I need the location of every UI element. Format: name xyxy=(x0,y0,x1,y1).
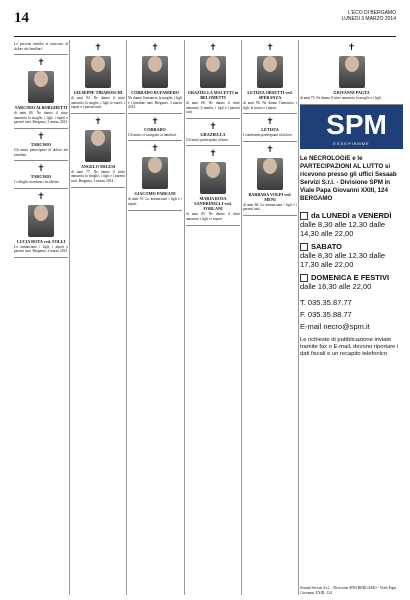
page-date: LUNEDÌ 3 MARZO 2014 xyxy=(341,16,396,22)
portrait-photo xyxy=(28,205,54,237)
cross-icon: ✝ xyxy=(347,42,356,52)
cross-icon: ✝ xyxy=(37,130,45,141)
notice-text: di anni 68. Ne danno il triste annuncio il marito, i figli e i parenti tutti. xyxy=(186,101,240,115)
notice-text: di anni 75. Ne danno il triste annuncio la moglie e i figli. xyxy=(300,96,382,100)
obituary-notice xyxy=(128,114,182,142)
notice-text: di anni 86. Lo annunciano i figli e i parenti tutti. xyxy=(243,202,297,212)
notice-column xyxy=(243,40,297,595)
obituary-notice xyxy=(186,40,240,119)
cross-icon: ✝ xyxy=(151,143,159,154)
portrait-photo xyxy=(200,162,226,194)
deceased-name: BARBARA VOLPI ved. MENI xyxy=(248,191,292,202)
obituary-notice xyxy=(14,40,68,55)
obituary-notice xyxy=(300,40,403,105)
cross-icon: ✝ xyxy=(37,190,45,201)
notice-text: Gli amici partecipano al lutto. xyxy=(186,137,230,142)
obituary-notice xyxy=(14,189,68,258)
deceased-name: TARCISIO xyxy=(30,174,52,180)
portrait-photo xyxy=(28,71,54,103)
obituary-notice xyxy=(14,129,68,161)
deceased-name: MARIA ROSA SANDRINELLI ved. FORLANI xyxy=(194,196,232,212)
spm-advertisement xyxy=(300,105,403,358)
obituary-notice xyxy=(128,141,182,210)
cross-icon: ✝ xyxy=(94,42,102,52)
obituary-notice xyxy=(71,40,125,114)
cross-icon: ✝ xyxy=(37,57,45,68)
fax-number: F. 035.35.88.77 xyxy=(300,309,352,319)
notice-text: Gli amici partecipano al dolore dei familiari. xyxy=(14,147,68,157)
deceased-name: LETIZIA ORSETTI ved. SPERANZA xyxy=(247,90,293,100)
deceased-name: TARCISIO xyxy=(30,141,52,147)
cross-icon: ✝ xyxy=(94,115,102,126)
checkbox-icon xyxy=(300,274,308,282)
deceased-name: CORRADO RUFARIEDO xyxy=(131,90,179,95)
portrait-photo xyxy=(85,56,111,88)
deceased-name: ANGELO MILESI xyxy=(80,163,116,169)
cross-icon: ✝ xyxy=(209,120,217,131)
ad-footer: Sesaab Servizi S.r.l. - Divisione SPM BERGAMO - Viale Papa Giovanni XXIII, 124 xyxy=(300,586,397,595)
notice-text: Le persone amiche si uniscono al dolore dei familiari. xyxy=(14,42,68,51)
deceased-name: GRAZIELLA MACETTI in BELOMETTI xyxy=(187,90,239,100)
notice-text: di anni 77. Ne danno il triste annuncio la moglie, i figli e i parenti tutti. Bergamo, 3 marzo 2014 xyxy=(71,169,125,183)
phone-number: T. 035.35.87.77 xyxy=(300,297,352,307)
checkbox-icon xyxy=(300,243,308,251)
cross-icon: ✝ xyxy=(37,163,45,174)
notice-column xyxy=(14,40,68,595)
notice-text: di anni 80. Ne danno il triste annuncio la moglie, i figli, i nipoti e parenti tutti. Bergamo, 3 marzo 2014 xyxy=(14,111,68,125)
checkbox-icon xyxy=(300,212,308,220)
deceased-name: LUCIA ROTA ved. FOLLI xyxy=(16,238,66,244)
notice-text: di anni 91. Lo annunciano i figli e i nipoti. xyxy=(128,197,182,206)
obituary-notice xyxy=(243,40,297,114)
cross-icon: ✝ xyxy=(209,148,217,159)
deceased-name: GRAZIELLA xyxy=(200,131,226,137)
cross-icon: ✝ xyxy=(151,42,159,52)
cross-icon: ✝ xyxy=(151,115,159,126)
cross-icon: ✝ xyxy=(266,143,274,154)
notice-column xyxy=(186,40,240,595)
column-divider xyxy=(126,40,127,595)
publication-name: L'ECO DI BERGAMO xyxy=(348,10,396,16)
hours-sunday: DOMENICA E FESTIVI dalle 16,30 alle 22,00 xyxy=(300,272,390,291)
deceased-name: GIACOMO PAREANI xyxy=(134,191,176,197)
ad-intro: Le NECROLOGIE e le PARTECIPAZIONI AL LUTTO si ricevono presso gli uffici Sesaab Servizi S.r.l. - Divisione SPM in Viale Papa Giovanni XXIII, 124 BERGAMO xyxy=(300,154,397,202)
deceased-name: CORRADO xyxy=(144,126,166,132)
portrait-photo xyxy=(257,56,283,88)
page-header xyxy=(14,8,396,37)
cross-icon: ✝ xyxy=(266,42,274,52)
obituary-notice xyxy=(14,161,68,189)
column-divider xyxy=(241,40,242,595)
notice-text: Ne danno l'annuncio la moglie, i figli e i familiari tutti. Bergamo, 3 marzo 2014 xyxy=(128,96,182,110)
portrait-photo xyxy=(142,56,168,88)
obituary-notice xyxy=(186,146,240,225)
portrait-photo xyxy=(142,157,168,189)
portrait-photo xyxy=(257,158,283,190)
notice-text: di anni 84. Ne danno il triste annuncio la moglie, i figli, le nuore, i nipoti e i parenti tutti. xyxy=(71,96,125,110)
column-divider xyxy=(298,40,299,595)
portrait-photo xyxy=(85,130,111,162)
portrait-photo xyxy=(339,56,365,88)
obituary-notice xyxy=(186,119,240,147)
notice-column xyxy=(128,40,182,595)
obituary-notice xyxy=(243,142,297,216)
portrait-photo xyxy=(200,56,226,88)
cross-icon: ✝ xyxy=(266,116,274,127)
hours-saturday: SABATO dalle 8,30 alle 12,30 dalle 17,30 alle 22,00 xyxy=(300,241,386,269)
notice-text: Lo annunciano i figli, i nipoti e parenti tutti. Bergamo, 3 marzo 2014 xyxy=(14,244,68,254)
notice-text: di anni 90. Ne danno l'annuncio i figli, le nuore e i nipoti. xyxy=(243,101,297,110)
ad-note: Le richieste di pubblicazione inviate tramite fax o E-mail, devono riportare i dati fiscali e un recapito telefonico xyxy=(300,336,399,357)
obituary-notice xyxy=(243,114,297,142)
notice-text: di anni 85. Ne danno il triste annuncio i figli e i nipoti. xyxy=(186,212,240,221)
obituary-notice xyxy=(14,55,68,129)
cross-icon: ✝ xyxy=(209,42,217,52)
obituary-notice xyxy=(71,114,125,188)
hours-weekdays: da LUNEDÌ a VENERDÌ dalle 8,30 alle 12,30 dalle 14,30 alle 22,00 xyxy=(300,210,392,238)
right-column xyxy=(300,40,403,595)
page-number: 14 xyxy=(14,10,29,26)
deceased-name: LETIZIA xyxy=(261,127,279,133)
notice-text: I colleghi ricordano con affetto. xyxy=(14,180,60,185)
obituary-notice xyxy=(128,40,182,114)
spm-logo: SPM ESSEPIEMME xyxy=(300,105,403,149)
notice-text: Gli amici si stringono ai familiari. xyxy=(128,132,177,137)
email-address: E-mail necro@spm.it xyxy=(300,321,370,331)
notice-column xyxy=(71,40,125,595)
deceased-name: GIOVANNI PAGTA xyxy=(333,90,370,95)
deceased-name: GIUSEPPE TIRABOSCHI xyxy=(73,90,123,95)
deceased-name: TARCISIO ALBORGHETTI xyxy=(14,105,68,111)
column-divider xyxy=(184,40,185,595)
column-divider xyxy=(69,40,70,595)
notice-text: I condomini partecipano al dolore. xyxy=(243,133,293,138)
